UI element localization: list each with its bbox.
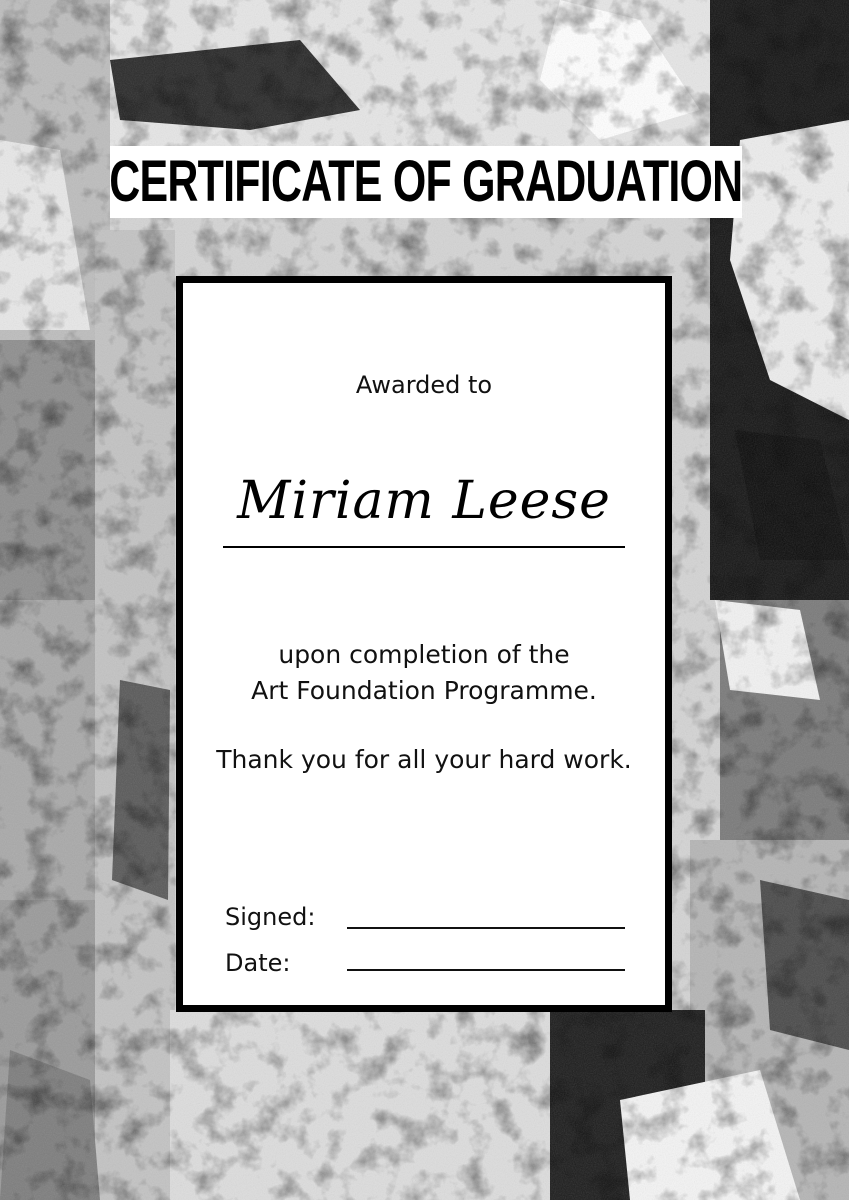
signature-line[interactable] (347, 927, 625, 929)
signed-label: Signed: (225, 903, 316, 931)
recipient-name: Miriam Leese (237, 471, 611, 531)
date-label: Date: (225, 949, 291, 977)
date-line[interactable] (347, 969, 625, 971)
thanks-message: Thank you for all your hard work. (216, 745, 632, 774)
completion-text (183, 637, 665, 709)
completion-line-1: upon completion of the (278, 640, 570, 669)
awarded-to-label: Awarded to (355, 371, 493, 399)
certificate-title: CERTIFICATE OF GRADUATION (109, 149, 743, 214)
certificate-card (176, 276, 672, 1012)
name-underline (223, 546, 625, 548)
title-banner (110, 146, 742, 218)
completion-line-2: Art Foundation Programme. (251, 676, 597, 705)
